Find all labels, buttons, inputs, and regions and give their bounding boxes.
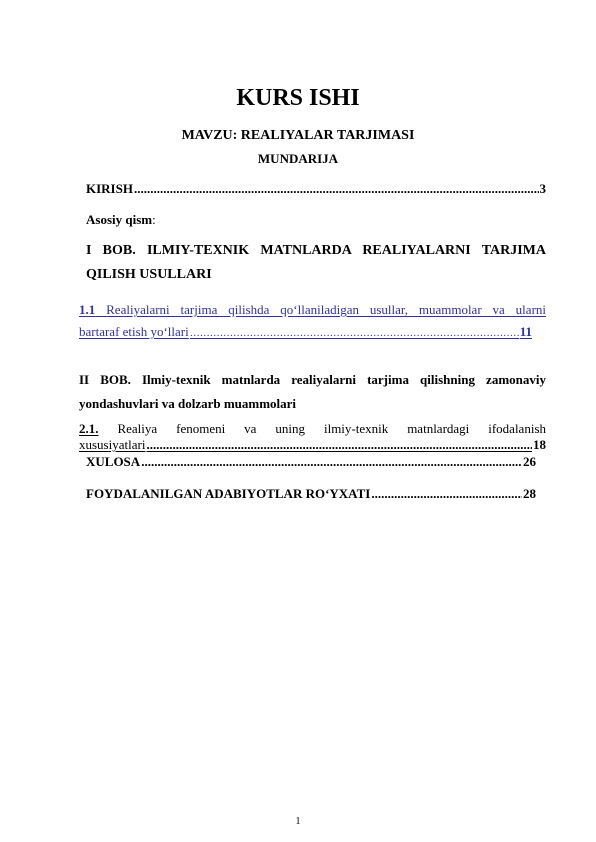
toc-asosiy-colon: : (152, 212, 156, 227)
toc-asosiy-label: Asosiy qism (86, 212, 153, 227)
toc-link-1-1-text2: bartaraf etish yo‘llari (79, 324, 189, 339)
toc-entry-label: FOYDALANILGAN ADABIYOTLAR RO‘YXATI (86, 486, 371, 501)
toc-entry-page: 3 (539, 181, 546, 196)
toc-link-1-1-text: Realiyalarni tarjima qilishda qo‘llaniladigan usullar, muammolar va ularni (106, 302, 547, 317)
toc-leader-dots (141, 454, 522, 470)
toc-entry-bob2-line1[interactable]: II BOB. Ilmiy-texnik matnlarda realiyalarni tarjima qilishning zamonaviy (79, 372, 546, 387)
toc-leader-dots (146, 437, 532, 453)
toc-entry-bob1-line1[interactable]: I BOB. ILMIY-TEXNIK MATNLARDA REALIYALARNI TARJIMA (86, 243, 546, 258)
document-title: KURS ISHI (236, 85, 360, 111)
toc-entry-xulosa[interactable] (86, 454, 536, 470)
toc-entry-bob2-line2[interactable]: yondashuvlari va dolzarb muammolari (79, 396, 297, 411)
toc-link-1-1-line1[interactable] (79, 302, 546, 318)
toc-entry-2-1-text2: xususiyatlari (79, 437, 146, 452)
toc-entry-page: 28 (523, 486, 536, 501)
toc-leader-dots (190, 326, 519, 342)
toc-entry-adabiyotlar[interactable] (86, 486, 536, 502)
page-number: 1 (295, 816, 301, 827)
toc-link-1-1-number: 1.1 (79, 302, 96, 317)
toc-entry-2-1-number: 2.1. (79, 421, 99, 436)
toc-asosiy-qism (86, 212, 156, 228)
toc-entry-2-1-text: Realiya fenomeni va uning ilmiy-texnik matnlardagi ifodalanish (117, 421, 547, 436)
toc-leader-dots (371, 486, 522, 502)
toc-entry-2-1-line2[interactable] (79, 437, 546, 453)
toc-entry-bob1-line2[interactable]: QILISH USULLARI (86, 267, 212, 282)
document-subtitle: MAVZU: REALIYALAR TARJIMASI (181, 128, 415, 143)
toc-entry-page: 26 (523, 454, 536, 469)
toc-entry-label: XULOSA (86, 454, 141, 469)
toc-entry-2-1-line1[interactable] (79, 421, 546, 437)
toc-leader-dots (134, 181, 539, 197)
toc-entry-2-1-page: 18 (533, 437, 546, 452)
toc-entry-label: KIRISH (86, 181, 133, 196)
toc-link-1-1-page: 11 (519, 324, 532, 339)
toc-entry-kirish[interactable] (86, 181, 546, 197)
toc-link-1-1-line2[interactable] (79, 324, 546, 342)
contents-heading: MUNDARIJA (257, 151, 339, 166)
